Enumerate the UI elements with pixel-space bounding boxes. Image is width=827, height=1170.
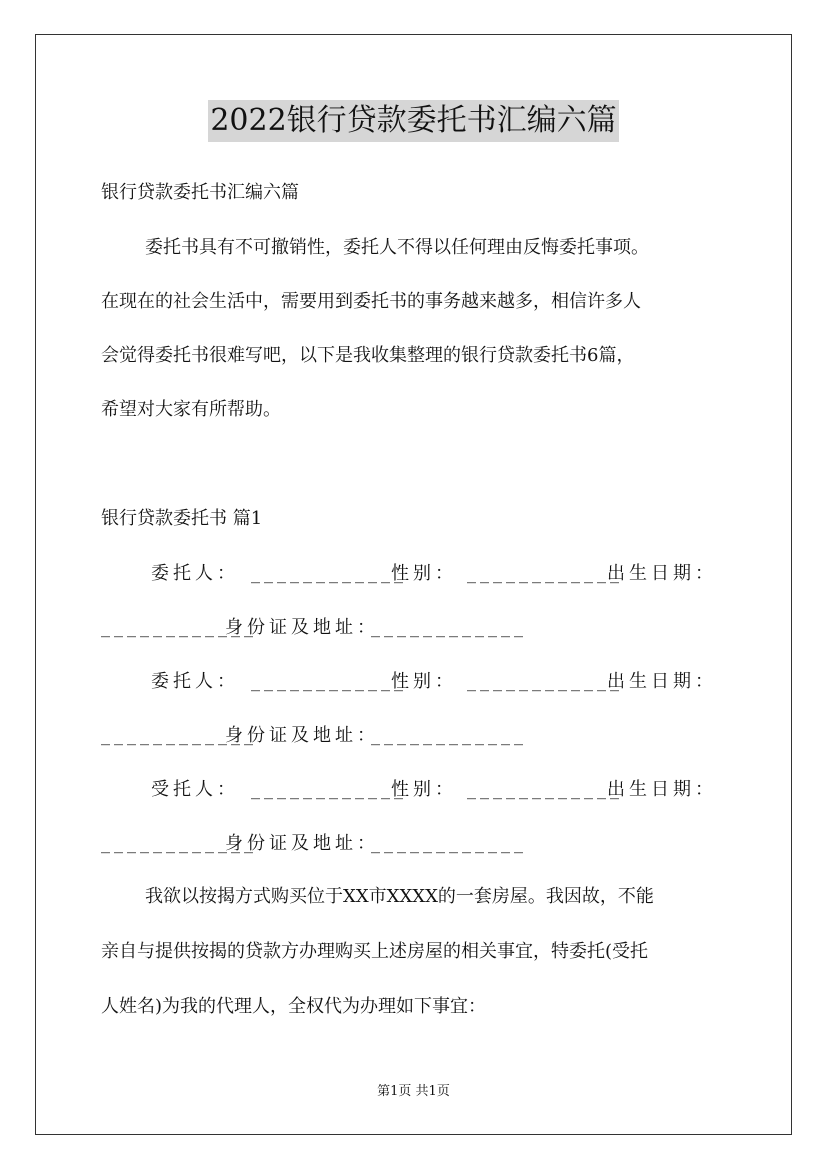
id-blank: ____________	[371, 833, 527, 854]
gender-blank: ____________	[467, 671, 623, 692]
document-subtitle: 银行贷款委托书汇编六篇	[101, 182, 299, 203]
name-blank: ____________	[251, 563, 407, 584]
birth-blank: ____________	[101, 617, 257, 638]
birth-label: 出生日期：	[607, 779, 717, 800]
id-label: 身份证及地址：	[225, 725, 379, 746]
page-footer: 第1页 共1页	[377, 1084, 450, 1099]
intro-line-2: 在现在的社会生活中，需要用到委托书的事务越来越多，相信许多人	[101, 291, 641, 312]
intro-line-3: 会觉得委托书很难写吧，以下是我收集整理的银行贷款委托书6篇，	[101, 345, 635, 366]
birth-blank: ____________	[101, 833, 257, 854]
body-line-3: 人姓名)为我的代理人，全权代为办理如下事宜：	[101, 996, 487, 1017]
role-label: 受托人：	[151, 779, 239, 800]
intro-line-1: 委托书具有不可撤销性，委托人不得以任何理由反悔委托事项。	[145, 237, 649, 258]
birth-blank: ____________	[101, 725, 257, 746]
gender-blank: ____________	[467, 563, 623, 584]
role-label: 委托人：	[151, 563, 239, 584]
body-line-1: 我欲以按揭方式购买位于XX市XXXX的一套房屋。我因故，不能	[145, 886, 654, 907]
title-container	[0, 100, 827, 142]
birth-label: 出生日期：	[607, 671, 717, 692]
section-heading: 银行贷款委托书 篇1	[101, 508, 263, 529]
name-blank: ____________	[251, 671, 407, 692]
birth-label: 出生日期：	[607, 563, 717, 584]
intro-line-4: 希望对大家有所帮助。	[101, 399, 281, 420]
gender-blank: ____________	[467, 779, 623, 800]
id-label: 身份证及地址：	[225, 833, 379, 854]
gender-label: 性别：	[391, 671, 457, 692]
gender-label: 性别：	[391, 779, 457, 800]
document-title: 2022银行贷款委托书汇编六篇	[208, 100, 618, 142]
id-label: 身份证及地址：	[225, 617, 379, 638]
body-line-2: 亲自与提供按揭的贷款方办理购买上述房屋的相关事宜，特委托(受托	[101, 941, 649, 962]
gender-label: 性别：	[391, 563, 457, 584]
name-blank: ____________	[251, 779, 407, 800]
id-blank: ____________	[371, 617, 527, 638]
role-label: 委托人：	[151, 671, 239, 692]
id-blank: ____________	[371, 725, 527, 746]
